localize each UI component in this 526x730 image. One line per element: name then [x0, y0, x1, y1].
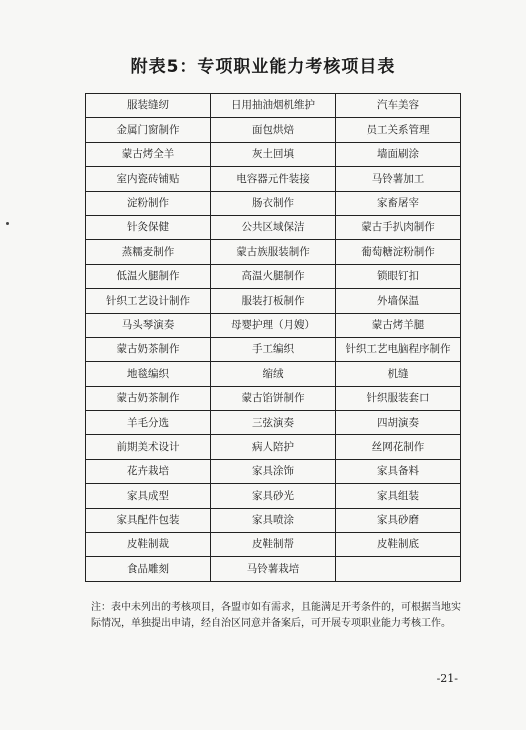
- table-cell: 汽车美容: [336, 94, 461, 118]
- table-cell: 针灸保健: [86, 215, 211, 239]
- footnote: 注：表中未列出的考核项目，各盟市如有需求，且能满足开考条件的，可根据当地实际情况，单独提出申请，经自治区同意并备案后，可开展专项职业能力考核工作。: [91, 602, 461, 629]
- table-cell: 家具成型: [86, 484, 211, 508]
- table-cell: 家畜屠宰: [336, 191, 461, 215]
- table-cell: 蒙古奶茶制作: [86, 386, 211, 410]
- table-cell: 三弦演奏: [211, 411, 336, 435]
- table-row: [86, 215, 461, 239]
- table-cell: 病人陪护: [211, 435, 336, 459]
- table-cell: 家具配件包装: [86, 508, 211, 532]
- table-row: [86, 362, 461, 386]
- table-cell: 花卉栽培: [86, 459, 211, 483]
- table-cell: 员工关系管理: [336, 118, 461, 142]
- table-row: [86, 142, 461, 166]
- table-cell: 家具砂光: [211, 484, 336, 508]
- table-cell: 低温火腿制作: [86, 264, 211, 288]
- table-cell: 皮鞋制裁: [86, 533, 211, 557]
- table-cell: 蒙古手扒肉制作: [336, 215, 461, 239]
- table-cell: 家具喷涂: [211, 508, 336, 532]
- table-cell: 蒙古馅饼制作: [211, 386, 336, 410]
- table-cell: 蒙古烤全羊: [86, 142, 211, 166]
- table-row: [86, 459, 461, 483]
- table-row: [86, 118, 461, 142]
- margin-mark: [6, 222, 9, 225]
- page-number: -21-: [436, 672, 458, 685]
- table-cell: 食品雕刻: [86, 557, 211, 581]
- table-cell: 地毯编织: [86, 362, 211, 386]
- table-row: [86, 313, 461, 337]
- table-cell: 蒙古烤羊腿: [336, 313, 461, 337]
- table-row: [86, 167, 461, 191]
- table-cell: 面包烘焙: [211, 118, 336, 142]
- table-row: [86, 264, 461, 288]
- table-cell: 日用抽油烟机维护: [211, 94, 336, 118]
- table-cell: 马铃薯加工: [336, 167, 461, 191]
- table-row: [86, 240, 461, 264]
- table-cell: 羊毛分选: [86, 411, 211, 435]
- table-cell: 皮鞋制帮: [211, 533, 336, 557]
- table-row: [86, 386, 461, 410]
- table-cell: 机缝: [336, 362, 461, 386]
- table-cell: 家具砂磨: [336, 508, 461, 532]
- table-cell: 前期美术设计: [86, 435, 211, 459]
- table-cell: [336, 557, 461, 581]
- table-row: [86, 435, 461, 459]
- table-cell: 针织工艺电脑程序制作: [336, 337, 461, 361]
- table-cell: 马铃薯栽培: [211, 557, 336, 581]
- table-cell: 针织服装套口: [336, 386, 461, 410]
- table-row: [86, 557, 461, 581]
- table-row: [86, 484, 461, 508]
- table-cell: 马头琴演奏: [86, 313, 211, 337]
- table-cell: 皮鞋制底: [336, 533, 461, 557]
- table-cell: 家具涂饰: [211, 459, 336, 483]
- table-cell: 蒸糯麦制作: [86, 240, 211, 264]
- table-cell: 室内瓷砖铺贴: [86, 167, 211, 191]
- table-cell: 灰土回填: [211, 142, 336, 166]
- table-row: [86, 289, 461, 313]
- table-cell: 金属门窗制作: [86, 118, 211, 142]
- table-cell: 外墙保温: [336, 289, 461, 313]
- table-cell: 高温火腿制作: [211, 264, 336, 288]
- table-body: [86, 94, 461, 582]
- table-row: [86, 508, 461, 532]
- table-row: [86, 337, 461, 361]
- table-cell: 缩绒: [211, 362, 336, 386]
- table-cell: 锁眼钉扣: [336, 264, 461, 288]
- table-cell: 墙面刷涂: [336, 142, 461, 166]
- table-cell: 电容器元件装接: [211, 167, 336, 191]
- table-row: [86, 533, 461, 557]
- table-row: [86, 411, 461, 435]
- table-cell: 蒙古奶茶制作: [86, 337, 211, 361]
- assessment-items-table: [85, 93, 461, 582]
- table-cell: 四胡演奏: [336, 411, 461, 435]
- table-cell: 蒙古族服装制作: [211, 240, 336, 264]
- table-cell: 服装打板制作: [211, 289, 336, 313]
- page-title: 附表5：专项职业能力考核项目表: [130, 57, 396, 77]
- table-cell: 服装缝纫: [86, 94, 211, 118]
- table-cell: 母婴护理（月嫂）: [211, 313, 336, 337]
- table-row: [86, 94, 461, 118]
- table-cell: 肠衣制作: [211, 191, 336, 215]
- table-cell: 淀粉制作: [86, 191, 211, 215]
- table-cell: 手工编织: [211, 337, 336, 361]
- table-cell: 家具备料: [336, 459, 461, 483]
- table-cell: 公共区域保洁: [211, 215, 336, 239]
- table-row: [86, 191, 461, 215]
- table-cell: 家具组装: [336, 484, 461, 508]
- table-cell: 针织工艺设计制作: [86, 289, 211, 313]
- table-cell: 葡萄糖淀粉制作: [336, 240, 461, 264]
- table-cell: 丝网花制作: [336, 435, 461, 459]
